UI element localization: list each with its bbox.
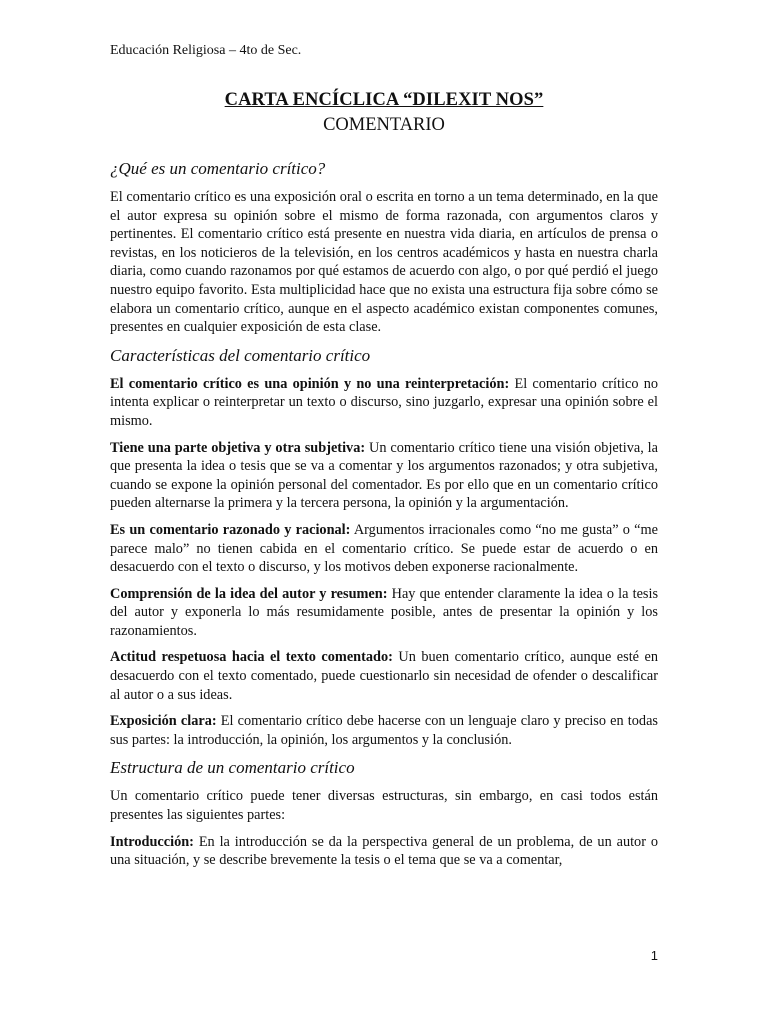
characteristic-term: Exposición clara: — [110, 713, 217, 730]
paragraph-structure-intro: Un comentario crítico puede tener diversas estructuras, sin embargo, en casi todos están presentes las siguientes partes: — [110, 788, 658, 824]
document-body — [110, 158, 658, 878]
characteristic-text: Un comentario crítico tiene una visión objetiva, la que presenta la idea o tesis que se va a comentar y los argumentos razonados; y otra subjetiva, cuando se expone la opinión personal del comentador. Es por ello que en un comentario crítico pueden alternarse la primera y la tercera persona, la opinión y la argumentación. — [110, 439, 659, 512]
characteristic-text: Un buen comentario crítico, aunque esté en desacuerdo con el texto comentado, puede cuestionarlo sin necesidad de ofender o descalificar al autor o a sus ideas. — [110, 649, 658, 703]
structure-item — [110, 833, 658, 870]
characteristic-item — [110, 648, 658, 704]
characteristic-text: El comentario crítico debe hacerse con un lenguaje claro y preciso en todas sus partes: la introducción, la opinión, los argumentos y la conclusión. — [110, 713, 658, 748]
structure-term: Introducción: — [110, 833, 194, 850]
characteristic-item — [110, 712, 658, 749]
title-block — [110, 88, 658, 138]
characteristic-item — [110, 375, 658, 431]
characteristic-text: Hay que entender claramente la idea o la tesis del autor y exponerla lo más resumidamente posible, antes de presentar la opinión y los razonamientos. — [110, 585, 659, 639]
document-subtitle: COMENTARIO — [323, 115, 445, 135]
characteristic-item — [110, 585, 658, 641]
page-number: 1 — [650, 948, 658, 963]
section-heading-characteristics: Características del comentario crítico — [110, 345, 371, 365]
section-heading-what-is: ¿Qué es un comentario crítico? — [110, 159, 326, 178]
running-header: Educación Religiosa – 4to de Sec. — [110, 43, 302, 58]
characteristic-text: Argumentos irracionales como “no me gusta” o “me parece malo” no tienen cabida en el comentario crítico. Se puede estar de acuerdo o en desacuerdo con el texto o discurso, y los motivos deben exponerse racionalmente. — [110, 521, 658, 576]
document-title: CARTA ENCÍCLICA “DILEXIT NOS” — [224, 90, 544, 110]
characteristic-term: El comentario crítico es una opinión y no una reinterpretación: — [110, 375, 510, 392]
section-heading-structure: Estructura de un comentario crítico — [110, 758, 355, 778]
characteristic-item — [110, 521, 658, 577]
characteristic-item — [110, 439, 658, 513]
characteristic-term: Es un comentario razonado y racional: — [110, 521, 351, 538]
characteristic-text: El comentario crítico no intenta explicar o reinterpretar un texto o discurso, sino juzgarlo, expresar una opinión sobre el mismo. — [110, 375, 659, 429]
characteristic-term: Tiene una parte objetiva y otra subjetiva: — [110, 439, 366, 456]
structure-text: En la introducción se da la perspectiva general de un problema, de un autor o una situación, y se describe brevemente la tesis o el tema que se va a comentar, — [110, 833, 658, 869]
characteristic-term: Comprensión de la idea del autor y resumen: — [110, 585, 388, 602]
characteristic-term: Actitud respetuosa hacia el texto comentado: — [110, 649, 393, 666]
paragraph-definition: El comentario crítico es una exposición oral o escrita en torno a un tema determinado, en la que el autor expresa su opinión sobre el mismo de forma razonada, con argumentos claros y pertinentes. El comentario crítico está presente en nuestra vida diaria, en artículos de prensa o revistas, en los noticieros de la televisión, en los centros académicos y hasta en nuestra charla diaria, como cuando razonamos por qué estamos de acuerdo con algo, o por qué perdió el juego nuestro equipo favorito. Esta multiplicidad hace que no exista una estructura fija sobre cómo se elabora un comentario crítico, aunque en el aspecto académico existan componentes comunes, presentes en cualquier exposición de esta clase. — [110, 189, 658, 336]
